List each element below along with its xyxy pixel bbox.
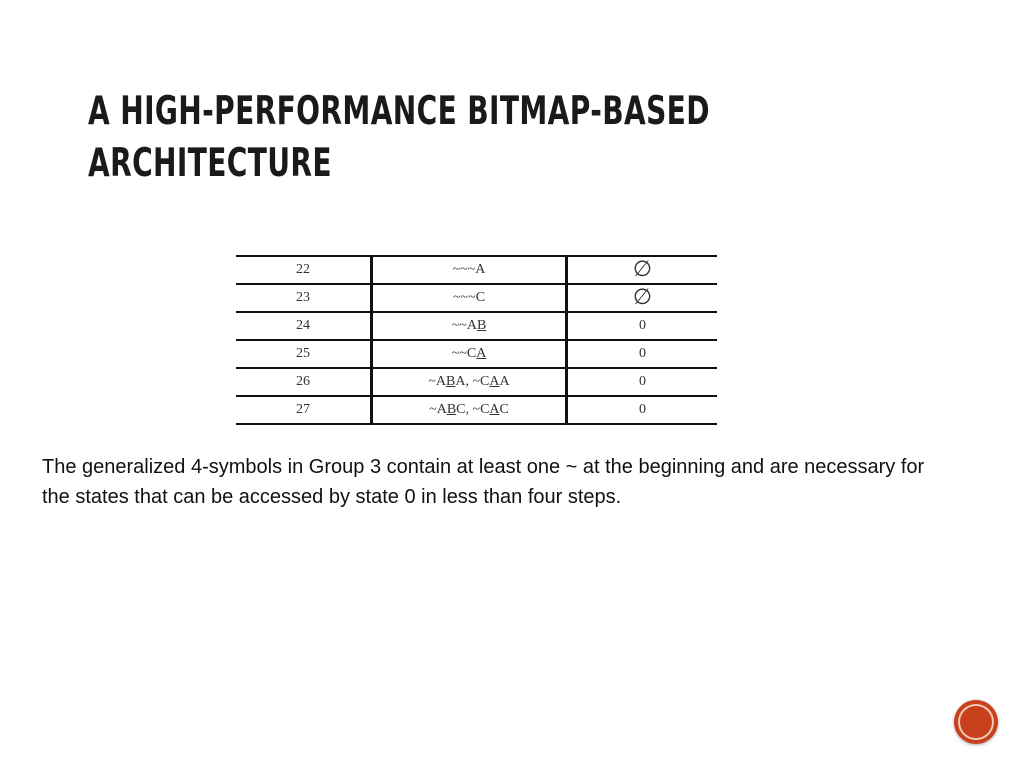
state-id-cell: 26 <box>236 368 372 396</box>
state-id-cell: 23 <box>236 284 372 312</box>
state-id-cell: 24 <box>236 312 372 340</box>
slide-title <box>88 86 808 190</box>
symbol-text: ~~~C <box>452 290 486 305</box>
state-table <box>236 255 717 425</box>
symbol-text: ~~A <box>451 318 477 333</box>
symbol-text: ~~C <box>451 346 477 361</box>
symbol-text: ~A <box>429 402 447 417</box>
symbol-text: ~A <box>428 374 447 389</box>
empty-set-symbol: ∅ <box>632 284 653 309</box>
symbol-cell <box>372 284 567 312</box>
table-row <box>236 312 717 340</box>
symbol-cell <box>372 368 567 396</box>
symbol-cell <box>372 256 567 284</box>
state-id-cell: 25 <box>236 340 372 368</box>
symbol-underlined-text: B <box>476 318 487 333</box>
state-id-cell: 22 <box>236 256 372 284</box>
symbol-text: ~~~A <box>452 262 486 277</box>
table-row <box>236 256 717 284</box>
symbol-text: C <box>499 402 509 417</box>
value-cell: 0 <box>567 368 718 396</box>
symbol-cell <box>372 396 567 424</box>
symbol-text: C, ~C <box>456 402 490 417</box>
slide-nav-circle-icon[interactable] <box>954 700 998 744</box>
symbol-underlined-text: A <box>476 346 487 361</box>
value-cell <box>567 256 718 284</box>
table-row <box>236 340 717 368</box>
table-row <box>236 396 717 424</box>
value-cell <box>567 284 718 312</box>
slide-body-text: The generalized 4-symbols in Group 3 contain at least one ~ at the beginning and are necessary for the states that can be accessed by state 0 in less than four steps. <box>42 456 925 508</box>
value-cell: 0 <box>567 340 718 368</box>
slide-title-line-2: ARCHITECTURE <box>88 141 332 186</box>
symbol-cell <box>372 312 567 340</box>
symbol-underlined-text: A <box>489 402 500 417</box>
symbol-text: A <box>499 374 510 389</box>
state-id-cell: 27 <box>236 396 372 424</box>
symbol-text: A, ~C <box>455 374 490 389</box>
table-row <box>236 284 717 312</box>
symbol-underlined-text: A <box>489 374 500 389</box>
value-cell: 0 <box>567 312 718 340</box>
empty-set-symbol: ∅ <box>632 256 653 281</box>
symbol-underlined-text: B <box>446 402 457 417</box>
value-cell: 0 <box>567 396 718 424</box>
table-row <box>236 368 717 396</box>
symbol-underlined-text: B <box>446 374 456 389</box>
state-table-container <box>236 255 717 425</box>
symbol-cell <box>372 340 567 368</box>
slide-title-line-1: A HIGH-PERFORMANCE BITMAP-BASED <box>88 89 710 134</box>
